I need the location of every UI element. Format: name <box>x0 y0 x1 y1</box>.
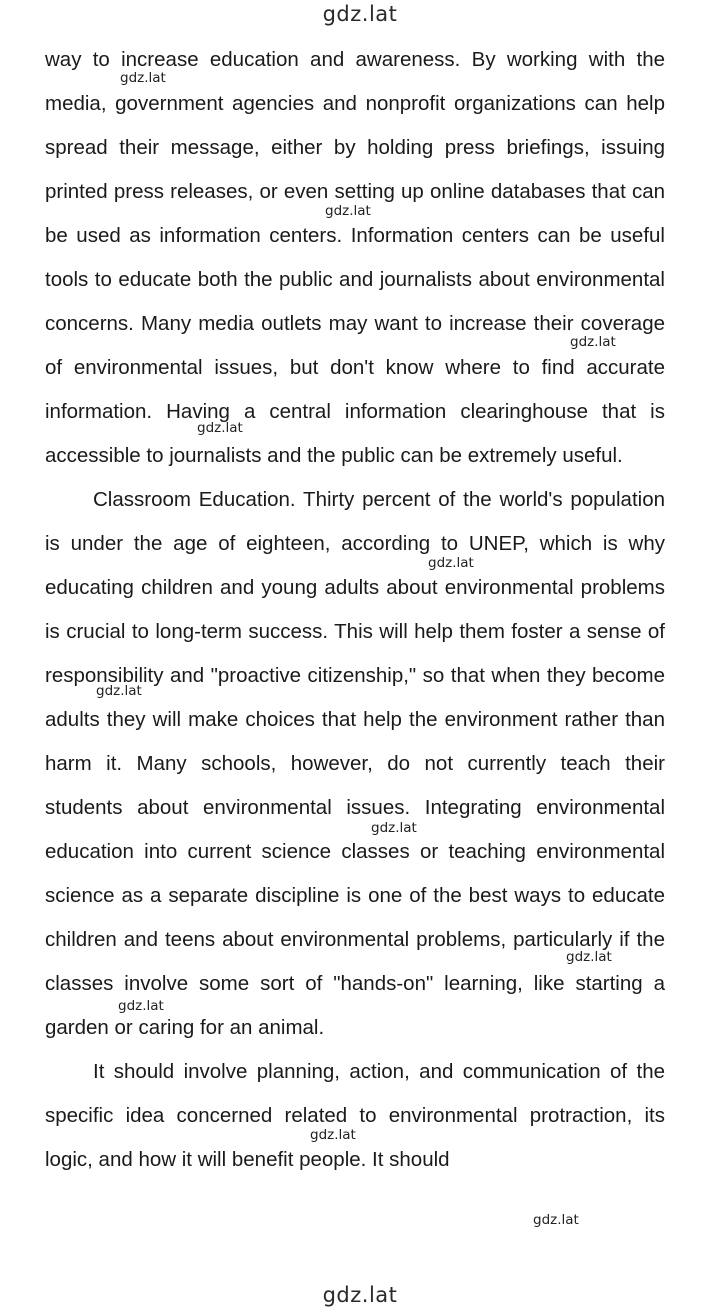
footer-watermark: gdz.lat <box>322 1283 398 1307</box>
watermark: gdz.lat <box>197 420 243 436</box>
watermark: gdz.lat <box>428 555 474 571</box>
paragraph-media-outreach: way to increase education and awareness. By working with the media, government agencies and nonprofit organizations can help spread their message, either by holding press briefings, issuing printed press releases, or even setting up online databases that can be used as information centers. Information centers can be useful tools to educate both the public and journalists about environmental concerns. Many media outlets may want to increase their coverage of environmental issues, but don't know where to find accurate information. Having a central information clearinghouse that is accessible to journalists and the public can be extremely useful. <box>45 48 665 467</box>
watermark: gdz.lat <box>570 334 616 350</box>
header-watermark: gdz.lat <box>322 2 398 26</box>
watermark: gdz.lat <box>325 203 371 219</box>
watermark: gdz.lat <box>533 1212 579 1228</box>
paragraph-classroom-education: Classroom Education. Thirty percent of the world's population is under the age of eighteen, according to UNEP, which is why educating children and young adults about environmental problems is crucial to long-term success. This will help them foster a sense of responsibility and "proactive citizenship," so that when they become adults they will make choices that help the environment rather than harm it. Many schools, however, do not currently teach their students about environmental issues. Integrating environmental education into current science classes or teaching environmental science as a separate discipline is one of the best ways to educate children and teens about environmental problems, particularly if the classes involve some sort of "hands-on" learning, like starting a garden or caring for an animal. <box>45 488 665 1039</box>
watermark: gdz.lat <box>566 949 612 965</box>
paragraph-planning-action: It should involve planning, action, and communication of the specific idea concerned related to environmental protraction, its logic, and how it will benefit people. It should <box>45 1060 665 1171</box>
watermark: gdz.lat <box>371 820 417 836</box>
watermark: gdz.lat <box>118 998 164 1014</box>
watermark: gdz.lat <box>96 683 142 699</box>
watermark: gdz.lat <box>120 70 166 86</box>
watermark: gdz.lat <box>310 1127 356 1143</box>
